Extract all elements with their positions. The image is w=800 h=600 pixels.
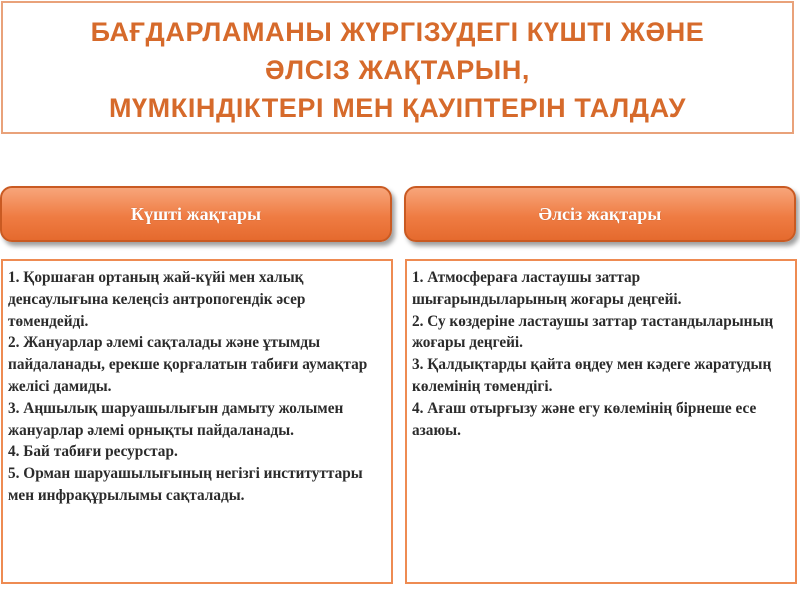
weakness-item-2: 2. Су көздеріне ластаушы заттар тастандыларының жоғары деңгейі. <box>412 312 774 352</box>
weaknesses-list <box>405 259 797 584</box>
title-line-1: БАҒДАРЛАМАНЫ ЖҮРГІЗУДЕГІ КҮШТІ ЖӘНЕ <box>90 17 705 47</box>
strength-item-4: 4. Бай табиғи ресурстар. <box>8 443 178 461</box>
weakness-item-4: 4. Ағаш отырғызу және егу көлемінің бірнеше есе азаюы. <box>412 399 757 439</box>
strengths-header <box>0 186 392 242</box>
weaknesses-header <box>404 186 796 242</box>
title-box <box>1 1 794 134</box>
title-line-3: МҮМКІНДІКТЕРІ МЕН ҚАУІПТЕРІН ТАЛДАУ <box>108 93 687 123</box>
weakness-item-1: 1. Атмосфераға ластаушы заттар шығарындыларының жоғары деңгейі. <box>412 269 682 308</box>
strength-item-3: 3. Аңшылық шаруашылығын дамыту жолымен жануарлар әлемі орнықты пайдаланады. <box>8 399 344 439</box>
weakness-item-3: 3. Қалдықтарды қайта өңдеу мен кәдеге жаратудың көлемінің төмендігі. <box>412 356 772 395</box>
strength-item-1: 1. Қоршаған ортаның жай-күйі мен халық денсаулығына келеңсіз антропогендік әсер төмендейді. <box>8 269 306 330</box>
strengths-list <box>1 259 393 584</box>
title-line-2: ӘЛСІЗ ЖАҚТАРЫН, <box>264 55 531 85</box>
strengths-header-label: Күшті жақтары <box>130 203 262 224</box>
weaknesses-header-label: Әлсіз жақтары <box>538 203 662 224</box>
strength-item-2: 2. Жануарлар әлемі сақталады және ұтымды пайдаланады, ерекше қорғалатын табиғи аумақтар желісі дамиды. <box>8 334 368 395</box>
strength-item-5: 5. Орман шаруашылығының негізгі институттары мен инфрақұрылымы сақталады. <box>8 465 363 504</box>
